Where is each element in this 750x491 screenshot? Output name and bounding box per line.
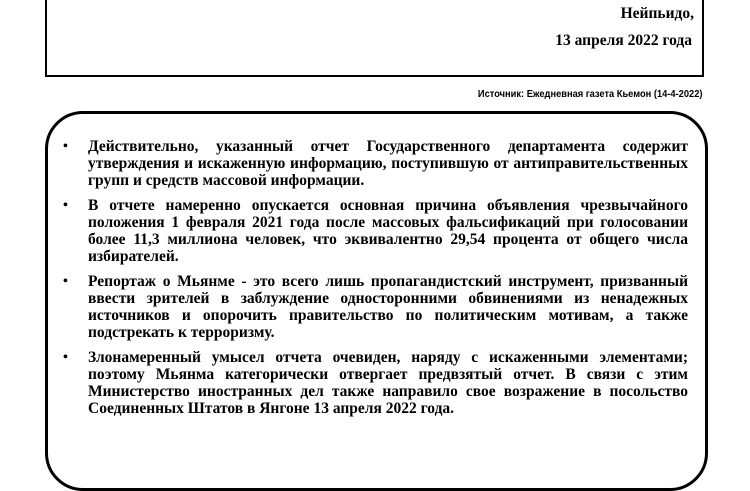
bullet-item: [58, 273, 688, 341]
bullet-item: [58, 349, 688, 417]
header-date: 13 апреля 2022 года: [555, 32, 692, 49]
bullet-dot-icon: •: [63, 139, 68, 154]
header-box: [45, 0, 704, 77]
bullet-text: Действительно, указанный отчет Государственного департамента содержит утверждения и искаженную информацию, поступившую от антиправительственных групп и средств массовой информации.: [88, 138, 688, 189]
bullet-item: [58, 138, 688, 189]
bullet-dot-icon: •: [63, 274, 68, 289]
bullet-text: Злонамеренный умысел отчета очевиден, наряду с искаженными элементами; поэтому Мьянма категорически отвергает предвзятый отчет. В связи с этим Министерство иностранных дел также направило свое возражение в посольство Соединенных Штатов в Янгоне 13 апреля 2022 года.: [88, 349, 688, 417]
bullet-dot-icon: •: [63, 198, 68, 213]
statement-bullet-list: [58, 138, 688, 425]
bullet-text: Репортаж о Мьянме - это всего лишь пропагандистский инструмент, призванный ввести зрителей в заблуждение односторонними обвинениями из ненадежных источников и опорочить правительство по политическим мотивам, а также подстрекать к терроризму.: [88, 273, 688, 341]
source-caption: Источник: Ежедневная газета Кьемон (14-4-2022): [477, 89, 702, 100]
bullet-text: В отчете намеренно опускается основная причина объявления чрезвычайного положения 1 февраля 2021 года после массовых фальсификаций при голосовании более 11,3 миллиона человек, что эквивалентно 29,54 процента от общего числа избирателей.: [88, 197, 688, 265]
bullet-item: [58, 197, 688, 265]
header-place: Нейпьидо,: [620, 5, 694, 22]
bullet-dot-icon: •: [63, 350, 68, 365]
